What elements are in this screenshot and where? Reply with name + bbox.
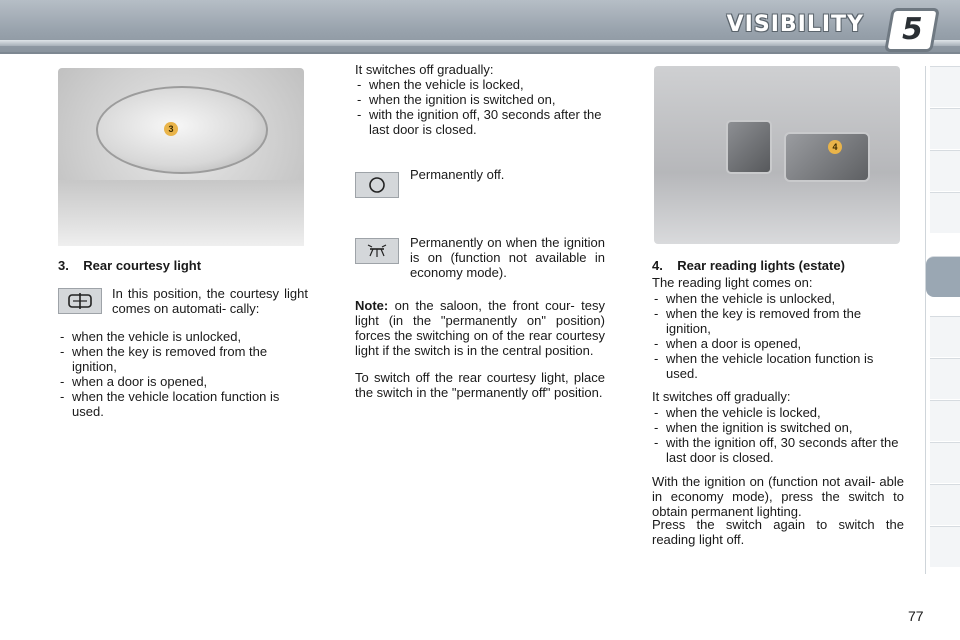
- chapter-tab[interactable]: [930, 108, 960, 149]
- reading-on-list: [652, 291, 904, 381]
- chapter-tab[interactable]: [930, 526, 960, 567]
- chapter-tab[interactable]: [930, 358, 960, 399]
- courtesy-auto-text: In this position, the courtesy light comes on automati- cally:: [112, 286, 308, 316]
- callout-4: 4: [828, 140, 842, 154]
- list-item: - when the key is removed from the ignition,: [652, 306, 904, 336]
- perm-off-text: Permanently off.: [410, 167, 505, 182]
- section-title: VISIBILITY: [726, 12, 864, 37]
- page-number: 77: [908, 608, 924, 624]
- reading-off-list: [652, 405, 904, 465]
- list-item: - when the vehicle is locked,: [355, 77, 605, 92]
- heading-number: 3.: [58, 258, 69, 273]
- note-text: on the saloon, the front cour- tesy light (in the "permanently on" position) forces the switching on of the rear courtesy light if the switch is in the central position.: [355, 298, 605, 358]
- reading-off-intro: It switches off gradually:: [652, 389, 791, 404]
- list-item: - when the key is removed from the ignition,: [58, 344, 308, 374]
- chapter-tab[interactable]: [930, 66, 960, 107]
- callout-3: 3: [164, 122, 178, 136]
- rear-courtesy-heading: [58, 258, 201, 273]
- perm-on-icon-box: [355, 238, 399, 264]
- heading-text: Rear reading lights (estate): [677, 258, 845, 273]
- page-header: [0, 0, 960, 54]
- chapter-tab[interactable]: [930, 442, 960, 483]
- list-item: - when the ignition is switched on,: [652, 420, 904, 435]
- reading-perm-paragraph: With the ignition on (function not avail- able in economy mode), press the switch to obtain permanent lighting.: [652, 474, 904, 519]
- chapter-tab[interactable]: [930, 484, 960, 525]
- light-rays-icon: [362, 241, 392, 261]
- circle-off-icon: [362, 175, 392, 195]
- reading-light-switch-left: [726, 120, 772, 174]
- perm-off-icon-box: [355, 172, 399, 198]
- list-item: - when the vehicle location function is used.: [652, 351, 904, 381]
- list-item: - with the ignition off, 30 seconds after the last door is closed.: [652, 435, 904, 465]
- list-item: - when a door is opened,: [58, 374, 308, 389]
- reading-light-switch-right: [784, 132, 870, 182]
- chapter-tab-active[interactable]: [926, 256, 960, 297]
- chapter-tabs: [925, 66, 960, 574]
- list-item: - when a door is opened,: [652, 336, 904, 351]
- switch-off-paragraph: To switch off the rear courtesy light, place the switch in the "permanently off" position.: [355, 370, 605, 400]
- heading-number: 4.: [652, 258, 663, 273]
- header-stripe: [0, 40, 960, 46]
- list-item: - with the ignition off, 30 seconds after the last door is closed.: [355, 107, 605, 137]
- rear-reading-lights-photo: [654, 66, 900, 244]
- middle-off-intro: It switches off gradually:: [355, 62, 494, 77]
- note-label: Note:: [355, 298, 389, 313]
- chapter-number: 5: [884, 8, 940, 52]
- list-item: - when the vehicle is unlocked,: [652, 291, 904, 306]
- courtesy-on-list: [58, 329, 308, 419]
- note-paragraph: [355, 298, 605, 358]
- rear-courtesy-light-photo: [58, 68, 304, 246]
- heading-text: Rear courtesy light: [83, 258, 202, 273]
- chapter-tab[interactable]: [930, 192, 960, 233]
- chapter-tab[interactable]: [930, 150, 960, 191]
- middle-off-list: [355, 77, 605, 137]
- courtesy-light-door-icon: [65, 291, 95, 311]
- perm-on-text: Permanently on when the ignition is on (function not available in economy mode).: [410, 235, 605, 280]
- list-item: - when the vehicle location function is used.: [58, 389, 308, 419]
- list-item: - when the ignition is switched on,: [355, 92, 605, 107]
- courtesy-auto-icon-box: [58, 288, 102, 314]
- chapter-tab[interactable]: [930, 400, 960, 441]
- reading-press-again-paragraph: Press the switch again to switch the reading light off.: [652, 517, 904, 547]
- reading-on-intro: The reading light comes on:: [652, 275, 813, 290]
- rear-reading-heading: [652, 258, 845, 273]
- list-item: - when the vehicle is unlocked,: [58, 329, 308, 344]
- list-item: - when the vehicle is locked,: [652, 405, 904, 420]
- courtesy-lamp: [96, 86, 268, 174]
- chapter-tab[interactable]: [930, 316, 960, 357]
- roof-band: [58, 180, 304, 246]
